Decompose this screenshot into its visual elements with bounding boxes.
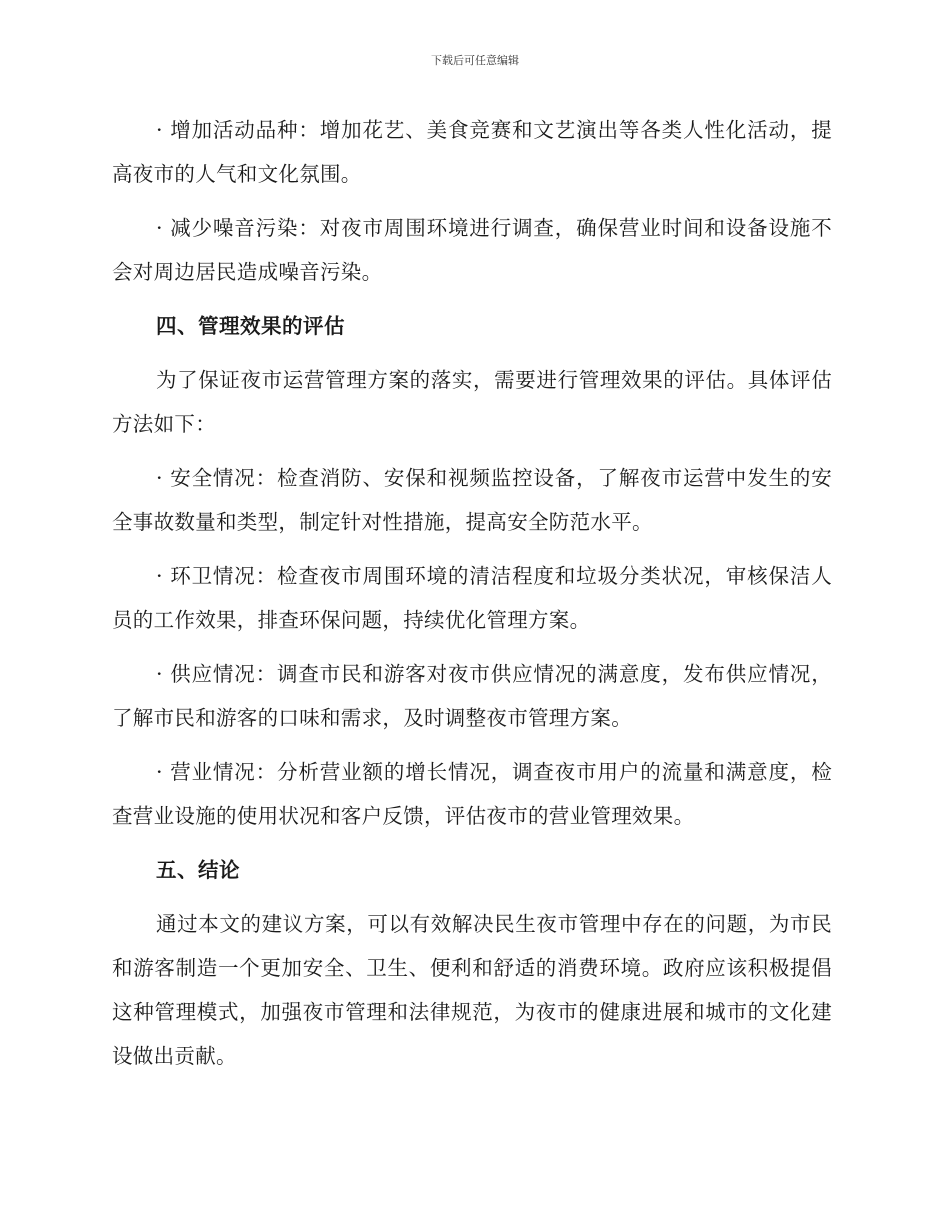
bullet-paragraph-business: · 营业情况：分析营业额的增长情况，调查夜市用户的流量和满意度，检查营业设施的使用状况和客户反馈，评估夜市的营业管理效果。 — [112, 760, 832, 828]
bullet-paragraph-activities: · 增加活动品种：增加花艺、美食竞赛和文艺演出等各类人性化活动，提高夜市的人气和文化氛围。 — [112, 118, 832, 186]
section-heading-conclusion: 五、结论 — [156, 858, 240, 882]
bullet-paragraph-noise: · 减少噪音污染：对夜市周围环境进行调查，确保营业时间和设备设施不会对周边居民造成噪音污染。 — [112, 216, 832, 284]
bullet-paragraph-supply: · 供应情况：调查市民和游客对夜市供应情况的满意度，发布供应情况，了解市民和游客的口味和需求，及时调整夜市管理方案。 — [112, 662, 832, 730]
bullet-paragraph-sanitation: · 环卫情况：检查夜市周围环境的清洁程度和垃圾分类状况，审核保洁人员的工作效果，排查环保问题，持续优化管理方案。 — [112, 564, 832, 632]
document-body — [112, 108, 832, 1088]
intro-paragraph-evaluation: 为了保证夜市运营管理方案的落实，需要进行管理效果的评估。具体评估方法如下： — [112, 368, 832, 436]
conclusion-paragraph: 通过本文的建议方案，可以有效解决民生夜市管理中存在的问题，为市民和游客制造一个更加安全、卫生、便利和舒适的消费环境。政府应该积极提倡这种管理模式，加强夜市管理和法律规范，为夜市的健康进展和城市的文化建设做出贡献。 — [112, 912, 832, 1068]
section-heading-evaluation: 四、管理效果的评估 — [156, 314, 345, 338]
page-header: 下载后可任意编辑 — [431, 54, 519, 67]
bullet-paragraph-safety: · 安全情况：检查消防、安保和视频监控设备，了解夜市运营中发生的安全事故数量和类型，制定针对性措施，提高安全防范水平。 — [112, 466, 832, 534]
